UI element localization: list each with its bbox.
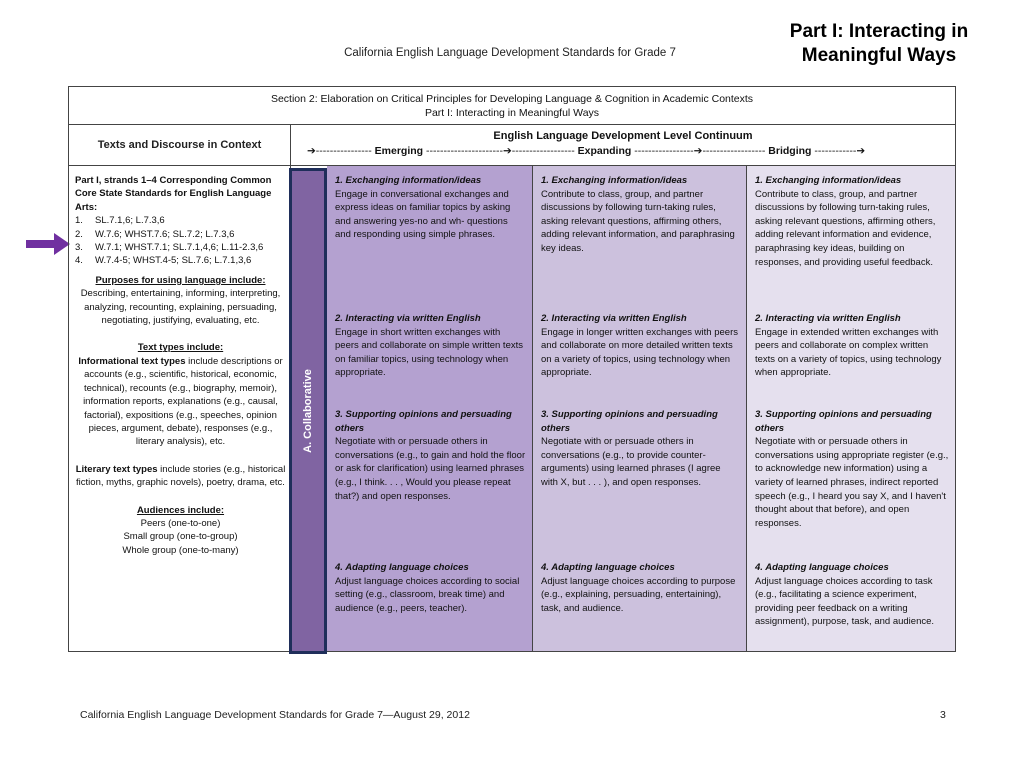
footer-text: California English Language Development Standards for Grade 7—August 29, 2012 xyxy=(80,709,470,721)
level-expanding: Expanding xyxy=(577,145,632,157)
informational-text xyxy=(75,355,286,449)
item-text: Engage in conversational exchanges and express ideas on familiar topics by asking and answering yes-no and wh- questions and responding using simple phrases. xyxy=(335,188,511,241)
expanding-column xyxy=(533,166,747,651)
bridging-item-2 xyxy=(755,312,949,380)
continuum-line xyxy=(307,145,865,157)
slide-title xyxy=(760,20,998,68)
document-title: California English Language Development Standards for Grade 7 xyxy=(344,47,676,59)
text-types-block xyxy=(75,341,286,448)
standards-table xyxy=(68,86,956,652)
bridging-item-1 xyxy=(755,174,949,269)
section-header-line-2: Part I: Interacting in Meaningful Ways xyxy=(424,107,600,119)
ccss-title: Part I, strands 1–4 Corresponding Common Core State Standards for English Language Arts: xyxy=(75,175,272,213)
emerging-item-2 xyxy=(335,312,526,380)
item-text: Negotiate with or persuade others in conversations (e.g., to gain and hold the floor or ask for clarification) using learned phrases (e.g., I think. . . , Would you please repeat that?) and open responses. xyxy=(335,436,526,502)
expanding-item-1 xyxy=(541,174,740,256)
emerging-item-3 xyxy=(335,408,526,503)
texts-discourse-column xyxy=(69,166,291,651)
list-item xyxy=(75,241,286,254)
continuum-segment-3: -----------------➔------------------ xyxy=(631,145,769,157)
literary-bold: Literary text types xyxy=(75,463,158,475)
emerging-item-1 xyxy=(335,174,526,242)
text-types-title: Text types include: xyxy=(137,342,224,354)
emerging-item-4 xyxy=(335,561,526,615)
collaborative-bar xyxy=(289,168,327,654)
item-text: Engage in extended written exchanges with peers and collaborate on complex written texts on a variety of topics, using technology when appropriate. xyxy=(755,326,942,379)
continuum-header xyxy=(291,125,955,166)
item-text: Contribute to class, group, and partner discussions by following turn-taking rules, asking relevant questions, affirming others, adding relevant information and evidence, paraphrasing key ideas, building on responses, and providing useful feedback. xyxy=(755,188,936,268)
slide-title-line-1: Part I: Interacting in xyxy=(789,21,969,42)
list-item xyxy=(75,214,286,227)
list-item-number: 1. xyxy=(75,215,83,227)
expanding-item-2 xyxy=(541,312,740,380)
level-emerging: Emerging xyxy=(374,145,424,157)
pointer-arrow-icon xyxy=(26,233,70,255)
informational-bold: Informational text types xyxy=(78,355,186,367)
bridging-item-3 xyxy=(755,408,949,530)
continuum-levels xyxy=(291,142,955,157)
audiences-block xyxy=(75,504,286,558)
purposes-block xyxy=(75,274,286,328)
item-heading: 2. Interacting via written English xyxy=(755,313,901,324)
item-text: Engage in longer written exchanges with peers and collaborate on more detailed written texts on a variety of topics, using technology when appropriate. xyxy=(541,326,738,379)
expanding-item-3 xyxy=(541,408,740,490)
audience-item: Peers (one-to-one) xyxy=(140,517,221,529)
audience-item: Small group (one-to-group) xyxy=(123,531,238,543)
purposes-text: Describing, entertaining, informing, interpreting, analyzing, recounting, explaining, persuading, negotiating, justifying, evaluating, etc. xyxy=(80,288,281,327)
item-heading: 1. Exchanging information/ideas xyxy=(755,175,902,186)
purposes-title: Purposes for using language include: xyxy=(95,274,266,286)
bridging-column xyxy=(747,166,955,651)
item-heading: 3. Supporting opinions and persuading others xyxy=(541,409,718,434)
collaborative-label: A. Collaborative xyxy=(302,369,314,453)
bridging-item-4 xyxy=(755,561,949,629)
item-text: Adjust language choices according to social setting (e.g., classroom, break time) and audience (e.g., peers, teacher). xyxy=(335,575,520,614)
expanding-item-4 xyxy=(541,561,740,615)
item-heading: 2. Interacting via written English xyxy=(541,313,687,324)
list-item-number: 2. xyxy=(75,228,83,240)
continuum-segment-4: ------------➔ xyxy=(811,145,866,157)
emerging-column xyxy=(327,166,533,651)
page-number: 3 xyxy=(940,709,946,721)
continuum-segment-1: ➔---------------- xyxy=(307,145,375,157)
list-item xyxy=(75,254,286,267)
item-text: Contribute to class, group, and partner discussions by following turn-taking rules, asking relevant questions, affirming others, adding relevant information, and paraphrasing key ideas. xyxy=(541,188,735,254)
item-heading: 4. Adapting language choices xyxy=(541,562,675,573)
section-header xyxy=(69,87,955,125)
list-item-text: W.7.6; WHST.7.6; SL.7.2; L.7.3,6 xyxy=(95,228,235,240)
literary-body: include stories (e.g., historical fiction, myths, graphic novels), poetry, drama, etc. xyxy=(76,463,286,489)
standards-list xyxy=(75,214,286,268)
list-item-number: 4. xyxy=(75,255,83,267)
item-text: Adjust language choices according to purpose (e.g., explaining, persuading, entertaining), task, and audience. xyxy=(541,575,736,614)
level-bridging: Bridging xyxy=(768,145,812,157)
item-text: Negotiate with or persuade others in conversations (e.g., to provide counter-arguments) using learned phrases (I agree with X, but . . . ), and open responses. xyxy=(541,436,721,488)
list-item-text: W.7.4-5; WHST.4-5; SL.7.6; L.7.1,3,6 xyxy=(95,255,252,267)
section-header-line-1: Section 2: Elaboration on Critical Principles for Developing Language & Cognition in Academic Contexts xyxy=(270,93,754,105)
item-heading: 1. Exchanging information/ideas xyxy=(335,175,482,186)
audiences-title: Audiences include: xyxy=(136,504,225,516)
informational-body: include descriptions or accounts (e.g., scientific, historical, economic, technical), recounts (e.g., biography, memoir), information reports, explanations (e.g., causal, factorial), expositions (e.g., speeches, opinion pieces, argument, debate), responses (e.g., literary analysis), etc. xyxy=(83,355,283,448)
item-heading: 1. Exchanging information/ideas xyxy=(541,175,688,186)
texts-discourse-header: Texts and Discourse in Context xyxy=(69,125,291,166)
audience-item: Whole group (one-to-many) xyxy=(122,544,239,556)
item-heading: 3. Supporting opinions and persuading others xyxy=(755,409,932,434)
item-heading: 3. Supporting opinions and persuading others xyxy=(335,409,512,434)
item-text: Adjust language choices according to task (e.g., facilitating a science experiment, providing peer feedback on a writing assignment), purpose, task, and audience. xyxy=(755,575,935,628)
item-text: Engage in short written exchanges with peers and collaborate on simple written texts on familiar topics, using technology when appropriate. xyxy=(335,326,523,379)
item-heading: 2. Interacting via written English xyxy=(335,313,481,324)
list-item-text: SL.7.1,6; L.7.3,6 xyxy=(95,215,165,227)
item-heading: 4. Adapting language choices xyxy=(335,562,469,573)
list-item-text: W.7.1; WHST.7.1; SL.7.1,4,6; L.11-2.3,6 xyxy=(95,242,264,254)
continuum-segment-2: ----------------------➔------------------ xyxy=(423,145,578,157)
literary-block xyxy=(75,463,286,490)
list-item xyxy=(75,228,286,241)
continuum-title: English Language Development Level Continuum xyxy=(493,130,753,142)
item-heading: 4. Adapting language choices xyxy=(755,562,889,573)
item-text: Negotiate with or persuade others in conversations using appropriate register (e.g., to acknowledge new information) using a variety of learned phrases, indirect reported speech (e.g., I heard you say X, and I haven't thought about that before), and open responses. xyxy=(755,436,949,529)
slide-title-line-2: Meaningful Ways xyxy=(801,45,957,66)
list-item-number: 3. xyxy=(75,242,83,254)
